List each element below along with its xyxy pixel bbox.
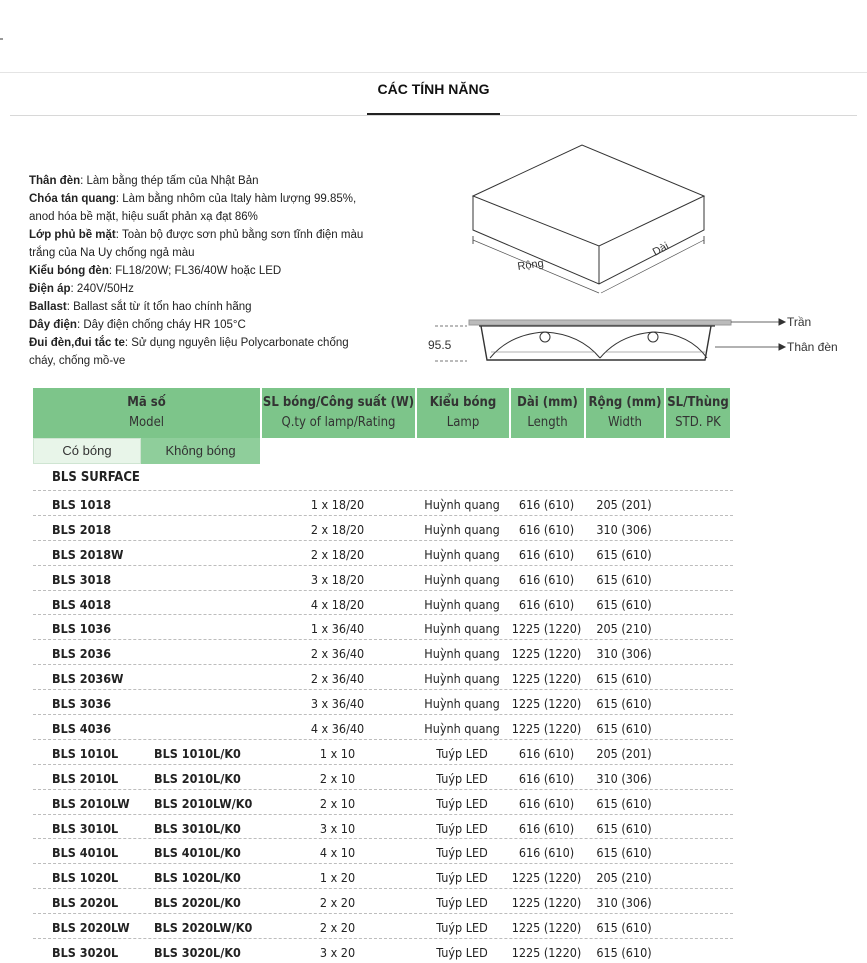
spec-line — [29, 316, 389, 334]
spec-text: : 240V/50Hz — [70, 283, 134, 295]
model-cell: BLS 4036 — [52, 721, 112, 737]
spec-line — [29, 244, 389, 262]
spec-line — [29, 208, 389, 226]
table-row — [33, 690, 733, 715]
lamp-cell: Tuýp LED — [436, 795, 488, 811]
table-row — [33, 665, 733, 690]
lamp-cell: Tuýp LED — [436, 870, 488, 886]
ceiling-label: Trần — [787, 315, 812, 329]
header-qty-vi: SL bóng/Công suất (W) — [262, 395, 415, 410]
model-cell: BLS 1010L — [52, 745, 119, 761]
lamp-cell: Tuýp LED — [436, 920, 488, 936]
fixture-diagram — [415, 136, 855, 376]
model-cell: BLS 2018W — [52, 546, 124, 562]
length-cell: 616 (610) — [518, 596, 575, 612]
model-no-lamp-cell: BLS 3020L/K0 — [154, 945, 241, 961]
length-cell: 1225 (1220) — [511, 621, 582, 637]
length-cell: 1225 (1220) — [511, 895, 582, 911]
qty-cell: 3 x 20 — [319, 945, 356, 961]
length-label: Dài — [650, 240, 671, 259]
table-subheader — [33, 438, 733, 464]
lamp-cell: Tuýp LED — [436, 770, 488, 786]
width-cell: 205 (210) — [596, 621, 652, 637]
lamp-cell: Huỳnh quang — [424, 497, 500, 512]
length-cell: 616 (610) — [518, 770, 575, 786]
model-cell: BLS 2020LW — [52, 920, 130, 936]
model-cell: BLS 4010L — [52, 845, 119, 861]
lamp-cell: Tuýp LED — [436, 845, 488, 861]
width-cell: 205 (201) — [596, 497, 652, 512]
table-row — [33, 815, 733, 840]
length-cell: 616 (610) — [518, 795, 575, 811]
spec-line — [29, 298, 389, 316]
spec-line — [29, 352, 389, 370]
model-no-lamp-cell: BLS 2020L/K0 — [154, 895, 241, 911]
qty-cell: 3 x 10 — [319, 820, 356, 836]
spec-text: anod hóa bề mặt, hiệu suất phản xạ đạt 86% — [29, 211, 258, 223]
lamp-cell: Tuýp LED — [436, 745, 488, 761]
model-cell: BLS 2018 — [52, 521, 112, 537]
height-label: 95.5 — [428, 338, 452, 352]
spec-text: trắng của Na Uy chống ngả màu — [29, 247, 195, 259]
spec-label: Ballast — [29, 301, 67, 313]
spec-text: : Dây điện chống cháy HR 105°C — [76, 319, 246, 331]
qty-cell: 4 x 10 — [319, 845, 356, 861]
header-lamp-en: Lamp — [446, 415, 480, 430]
subheader-with-lamp: Có bóng — [33, 438, 141, 464]
header-qty — [262, 388, 415, 438]
spec-label: Kiểu bóng đèn — [29, 265, 109, 277]
lamp-cell: Huỳnh quang — [424, 696, 500, 712]
model-cell: BLS 1018 — [52, 497, 112, 512]
width-cell: 205 (201) — [596, 745, 652, 761]
model-cell: BLS 2036 — [52, 646, 112, 662]
length-cell: 616 (610) — [518, 497, 575, 512]
spec-text: : Sử dụng nguyên liệu Polycarbonate chống — [124, 337, 349, 349]
header-pack-vi: SL/Thùng — [667, 395, 729, 410]
qty-cell: 1 x 20 — [319, 870, 356, 886]
qty-cell: 4 x 36/40 — [310, 721, 365, 737]
length-cell: 616 (610) — [518, 571, 575, 587]
table-row — [33, 939, 733, 963]
table-row — [33, 591, 733, 616]
table-row — [33, 516, 733, 541]
header-length — [511, 388, 584, 438]
table-row — [33, 640, 733, 665]
qty-cell: 2 x 18/20 — [310, 521, 365, 537]
table-row — [33, 790, 733, 815]
model-no-lamp-cell: BLS 2020LW/K0 — [154, 920, 253, 936]
lamp-cell: Huỳnh quang — [424, 596, 500, 612]
width-cell: 615 (610) — [596, 945, 652, 961]
qty-cell: 2 x 20 — [319, 895, 356, 911]
model-cell: BLS 2010L — [52, 770, 119, 786]
model-no-lamp-cell: BLS 2010L/K0 — [154, 770, 241, 786]
spec-line — [29, 226, 389, 244]
model-cell: BLS 2020L — [52, 895, 119, 911]
fixture-3d-drawing — [473, 145, 704, 293]
width-cell: 615 (610) — [596, 795, 652, 811]
length-cell: 1225 (1220) — [511, 646, 582, 662]
length-cell: 1225 (1220) — [511, 870, 582, 886]
lamp-cell: Tuýp LED — [436, 895, 488, 911]
section-drawing — [435, 319, 785, 361]
spec-label: Lớp phủ bề mặt — [29, 229, 116, 241]
spec-label: Điện áp — [29, 283, 71, 295]
header-model — [33, 388, 260, 438]
lamp-cell: Tuýp LED — [436, 945, 488, 961]
qty-cell: 2 x 36/40 — [310, 671, 365, 687]
table-row — [33, 566, 733, 591]
width-label: Rộng — [516, 257, 545, 273]
model-cell: BLS 3018 — [52, 571, 112, 587]
features-content — [10, 116, 857, 963]
spec-text: : FL18/20W; FL36/40W hoặc LED — [108, 265, 282, 277]
width-cell: 205 (210) — [596, 870, 652, 886]
qty-cell: 2 x 36/40 — [310, 646, 365, 662]
header-width-vi: Rộng (mm) — [588, 395, 662, 410]
lamp-cell: Huỳnh quang — [424, 571, 500, 587]
table-row — [33, 765, 733, 790]
qty-cell: 1 x 36/40 — [310, 621, 365, 637]
width-cell: 310 (306) — [596, 646, 652, 662]
length-cell: 1225 (1220) — [511, 671, 582, 687]
table-row — [33, 740, 733, 765]
width-cell: 615 (610) — [596, 696, 652, 712]
table-row — [33, 715, 733, 740]
header-length-vi: Dài (mm) — [517, 395, 578, 410]
header-width — [586, 388, 664, 438]
spec-text: : Toàn bộ được sơn phủ bằng sơn tĩnh điện màu — [115, 229, 364, 241]
lamp-cell: Huỳnh quang — [424, 546, 500, 562]
spec-line — [29, 172, 389, 190]
qty-cell: 3 x 18/20 — [310, 571, 365, 587]
table-row — [33, 914, 733, 939]
spec-text: : Làm bằng nhôm của Italy hàm lượng 99.85%, — [115, 193, 357, 205]
model-no-lamp-cell: BLS 1010L/K0 — [154, 745, 241, 761]
lamp-cell: Tuýp LED — [436, 820, 488, 836]
width-cell: 310 (306) — [596, 770, 652, 786]
model-cell: BLS 3020L — [52, 945, 119, 961]
model-no-lamp-cell: BLS 2010LW/K0 — [154, 795, 253, 811]
length-cell: 616 (610) — [518, 845, 575, 861]
header-pack — [666, 388, 730, 438]
spec-text: : Làm bằng thép tấm của Nhật Bản — [80, 175, 259, 187]
table-header — [33, 386, 733, 438]
model-no-lamp-cell: BLS 3010L/K0 — [154, 820, 241, 836]
length-cell: 616 (610) — [518, 745, 575, 761]
header-length-en: Length — [527, 415, 568, 430]
model-cell: BLS 4018 — [52, 596, 112, 612]
spec-text: : Ballast sắt từ ít tổn hao chính hãng — [66, 301, 252, 313]
header-qty-en: Q.ty of lamp/Rating — [281, 415, 396, 430]
spec-line — [29, 190, 389, 208]
group-title: BLS SURFACE — [33, 464, 733, 491]
width-cell: 615 (610) — [596, 920, 652, 936]
model-cell: BLS 3010L — [52, 820, 119, 836]
width-cell: 615 (610) — [596, 546, 652, 562]
width-cell: 615 (610) — [596, 571, 652, 587]
qty-cell: 3 x 36/40 — [310, 696, 365, 712]
model-no-lamp-cell: BLS 1020L/K0 — [154, 870, 241, 886]
subheader-without-lamp: Không bóng — [141, 438, 260, 464]
width-cell: 310 (306) — [596, 895, 652, 911]
width-cell: 615 (610) — [596, 721, 652, 737]
qty-cell: 2 x 10 — [319, 770, 356, 786]
width-cell: 615 (610) — [596, 845, 652, 861]
table-row — [33, 615, 733, 640]
width-cell: 615 (610) — [596, 820, 652, 836]
qty-cell: 4 x 18/20 — [310, 596, 365, 612]
spec-line — [29, 334, 389, 352]
width-cell: 615 (610) — [596, 596, 652, 612]
header-pack-en: STD. PK — [675, 415, 721, 430]
qty-cell: 2 x 18/20 — [310, 546, 365, 562]
table-row — [33, 889, 733, 914]
table-row — [33, 864, 733, 889]
width-cell: 615 (610) — [596, 671, 652, 687]
tab-features[interactable]: CÁC TÍNH NĂNG — [367, 73, 500, 115]
model-cell: BLS 3036 — [52, 696, 112, 712]
lamp-cell: Huỳnh quang — [424, 646, 500, 662]
product-table — [33, 386, 733, 963]
header-width-en: Width — [608, 415, 642, 430]
table-row — [33, 839, 733, 864]
header-model-en: Model — [128, 415, 165, 430]
length-cell: 1225 (1220) — [511, 696, 582, 712]
model-cell: BLS 2010LW — [52, 795, 130, 811]
lamp-cell: Huỳnh quang — [424, 521, 500, 537]
edge-mark — [0, 38, 3, 40]
width-cell: 310 (306) — [596, 521, 652, 537]
spec-label: Chóa tán quang — [29, 193, 116, 205]
model-cell: BLS 1036 — [52, 621, 112, 637]
spec-label: Đui đèn,đui tắc te — [29, 337, 125, 349]
qty-cell: 1 x 10 — [319, 745, 356, 761]
lamp-cell: Huỳnh quang — [424, 621, 500, 637]
model-cell: BLS 2036W — [52, 671, 124, 687]
length-cell: 616 (610) — [518, 521, 575, 537]
body-label: Thân đèn — [787, 340, 838, 354]
table-row — [33, 541, 733, 566]
spec-line — [29, 262, 389, 280]
spec-label: Thân đèn — [29, 175, 81, 187]
table-body — [33, 491, 733, 963]
lamp-cell: Huỳnh quang — [424, 671, 500, 687]
spec-label: Dây điện — [29, 319, 77, 331]
tab-bar — [0, 73, 867, 115]
top-header-bar — [0, 0, 867, 73]
header-model-vi: Mã số — [127, 395, 166, 410]
header-lamp-vi: Kiểu bóng — [429, 395, 497, 410]
header-lamp — [417, 388, 509, 438]
table-row — [33, 491, 733, 516]
model-no-lamp-cell: BLS 4010L/K0 — [154, 845, 241, 861]
spec-text: cháy, chống mồ-ve — [29, 355, 126, 367]
spec-line — [29, 280, 389, 298]
qty-cell: 2 x 20 — [319, 920, 356, 936]
lamp-cell: Huỳnh quang — [424, 721, 500, 737]
length-cell: 1225 (1220) — [511, 945, 582, 961]
length-cell: 1225 (1220) — [511, 920, 582, 936]
model-cell: BLS 1020L — [52, 870, 119, 886]
length-cell: 1225 (1220) — [511, 721, 582, 737]
qty-cell: 1 x 18/20 — [310, 497, 365, 512]
length-cell: 616 (610) — [518, 820, 575, 836]
length-cell: 616 (610) — [518, 546, 575, 562]
spec-list — [29, 172, 389, 370]
qty-cell: 2 x 10 — [319, 795, 356, 811]
